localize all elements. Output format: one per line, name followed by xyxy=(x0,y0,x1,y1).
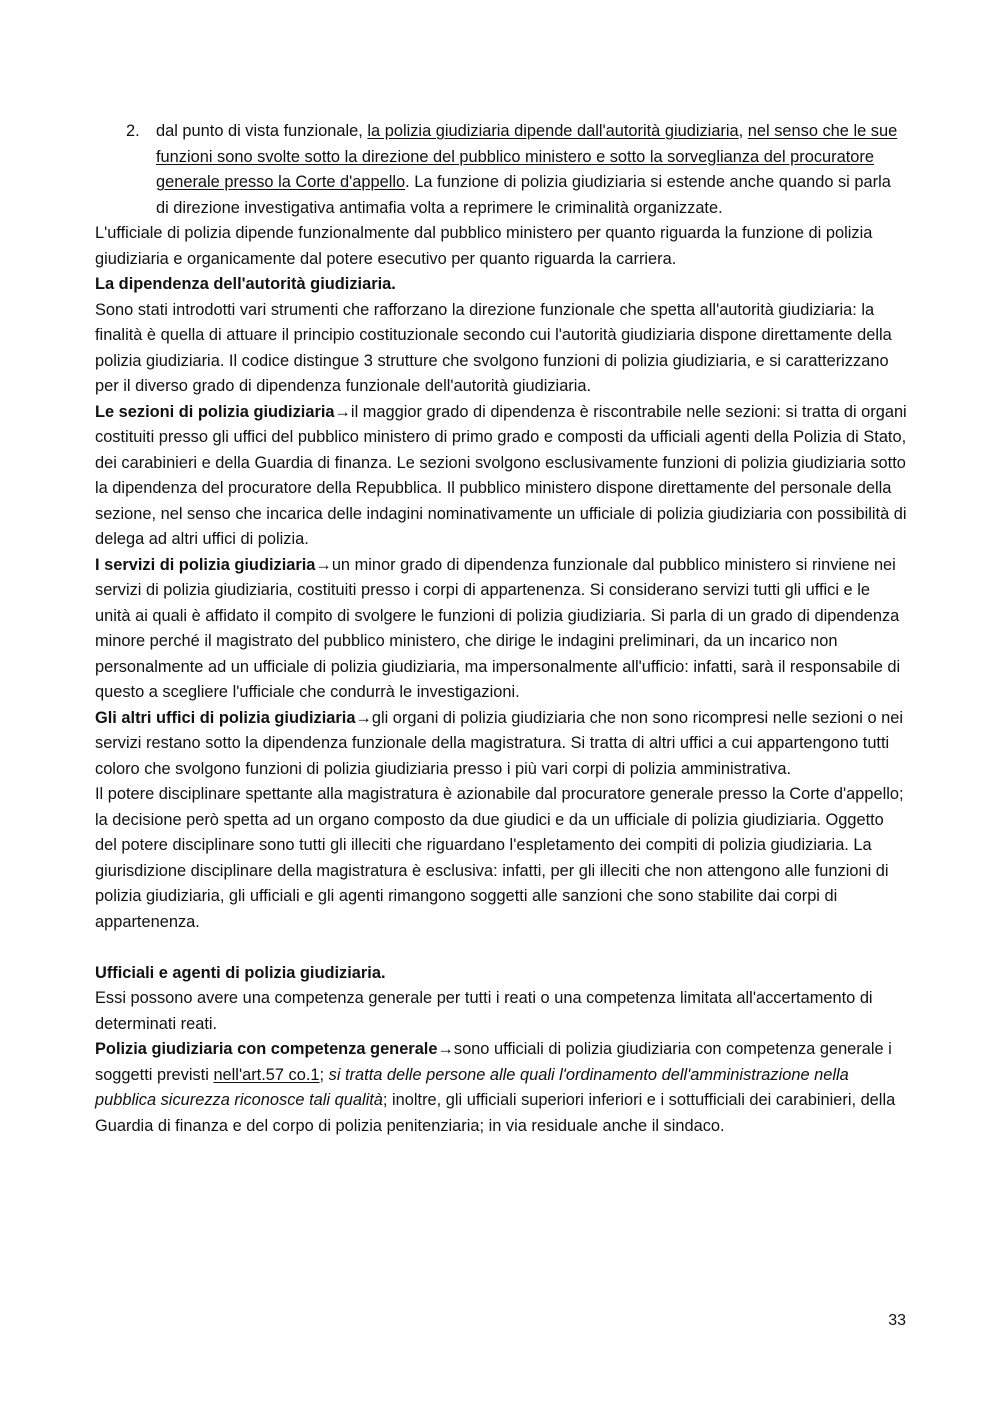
list-number: 2. xyxy=(126,122,140,140)
list-text-1: dal punto di vista funzionale, xyxy=(156,122,368,140)
altri-uffici-title: Gli altri uffici di polizia giudiziaria xyxy=(95,708,356,727)
paragraph-competenza: Essi possono avere una competenza generale per tutti i reati o una competenza limitata all'accertamento di determinati reati. xyxy=(95,989,873,1033)
article-reference: nell'art.57 co.1 xyxy=(213,1065,320,1084)
blank-line xyxy=(95,935,907,961)
paragraph-disciplinare: Il potere disciplinare spettante alla magistratura è azionabile dal procuratore generale presso la Corte d'appello; la decisione però spetta ad un organo composto da due giudici e da un ufficiale di polizia giudiziaria. Oggetto del potere disciplinare sono tutti gli illeciti che riguardano l'espletamento dei compiti di polizia giudiziaria. La giurisdizione disciplinare della magistratura è esclusiva: infatti, per gli illeciti che non attengono alle funzioni di polizia giudiziaria, gli ufficiali e gli agenti rimangono soggetti alle sanzioni che sono stabilite dai corpi di appartenenza. xyxy=(95,785,904,931)
arrow-right-icon: → xyxy=(355,708,372,727)
list-text-2: , xyxy=(738,122,748,140)
paragraph-strumenti: Sono stati introdotti vari strumenti che rafforzano la direzione funzionale che spetta all'autorità giudiziaria: la finalità è quella di attuare il principio costituzionale secondo cui l'autorità giudiziaria dispone direttamente della polizia giudiziaria. Il codice distingue 3 strutture che svolgono funzioni di polizia giudiziaria, e si caratterizzano per il diverso grado di dipendenza funzionale dell'autorità giudiziaria. xyxy=(95,300,892,395)
sezioni-title: Le sezioni di polizia giudiziaria xyxy=(95,402,335,421)
arrow-right-icon: → xyxy=(315,555,332,574)
competenza-text-2: ; xyxy=(319,1065,329,1084)
underlined-text-1: la polizia giudiziaria dipende dall'autorità giudiziaria xyxy=(367,122,739,140)
paragraph-sezioni xyxy=(95,400,907,553)
competenza-text-1: sono ufficiali di polizia giudiziaria con competenza generale i soggetti previsti xyxy=(95,1040,892,1084)
altri-uffici-text: gli organi di polizia giudiziaria che non sono ricompresi nelle sezioni o nei servizi restano sotto la dipendenza funzionale della magistratura. Si tratta di altri uffici a cui appartengono tutti coloro che svolgono funzioni di polizia giudiziaria presso i più vari corpi di polizia amministrativa. xyxy=(95,708,904,778)
paragraph-servizi xyxy=(95,553,907,706)
heading-ufficiali: Ufficiali e agenti di polizia giudiziaria. xyxy=(95,963,386,982)
arrow-right-icon: → xyxy=(437,1040,454,1058)
competenza-text-3: ; inoltre, gli ufficiali superiori inferiori e i sottufficiali dei carabinieri, della Guardia di finanza e del corpo di polizia penitenziaria; in via residuale anche il sindaco. xyxy=(95,1091,896,1135)
servizi-text: un minor grado di dipendenza funzionale dal pubblico ministero si rinviene nei servizi di polizia giudiziaria, costituiti presso i corpi di appartenenza. Si considerano servizi tutti gli uffici e le unità ai quali è affidato il compito di svolgere le funzioni di polizia giudiziaria. Si parla di un grado di dipendenza minore perché il magistrato del pubblico ministero, che dirige le indagini preliminari, da un incarico non personalmente ad un ufficiale di polizia giudiziaria, ma impersonalmente all'ufficio: infatti, sarà il responsabile di questo a scegliere l'ufficiale che condurrà le investigazioni. xyxy=(95,555,901,701)
list-item-text xyxy=(156,119,907,221)
italic-text: si tratta delle persone alle quali l'ordinamento dell'amministrazione nella pubblica sicurezza riconosce tali qualità xyxy=(95,1065,849,1109)
arrow-right-icon: → xyxy=(334,402,351,421)
competenza-generale-title: Polizia giudiziaria con competenza generale xyxy=(95,1040,438,1058)
servizi-title: I servizi di polizia giudiziaria xyxy=(95,555,316,574)
sezioni-text: il maggior grado di dipendenza è riscontrabile nelle sezioni: si tratta di organi costituiti presso gli uffici del pubblico ministero di primo grado e composti da ufficiali agenti della Polizia di Stato, dei carabinieri e della Guardia di finanza. Le sezioni svolgono esclusivamente funzioni di polizia giudiziaria sotto la dipendenza del procuratore della Repubblica. Il pubblico ministero dispone direttamente del personale della sezione, nel senso che incarica delle indagini nominativamente un ufficiale di polizia giudiziaria con possibilità di delega ad altri uffici di polizia. xyxy=(95,402,907,548)
paragraph-ufficiale: L'ufficiale di polizia dipende funzionalmente dal pubblico ministero per quanto riguarda la funzione di polizia giudiziaria e organicamente dal potere esecutivo per quanto riguarda la carriera. xyxy=(95,224,873,268)
underlined-text-2: nel senso che le sue funzioni sono svolte sotto la direzione del pubblico ministero e sotto la sorveglianza del procuratore generale presso la Corte d'appello xyxy=(156,122,898,191)
numbered-list-item xyxy=(95,119,907,221)
list-text-3: . La funzione di polizia giudiziaria si estende anche quando si parla di direzione investigativa antimafia volta a reprimere le criminalità organizzate. xyxy=(156,173,891,217)
paragraph-competenza-generale xyxy=(95,1037,907,1139)
page-number: 33 xyxy=(888,1312,906,1329)
heading-dipendenza: La dipendenza dell'autorità giudiziaria. xyxy=(95,275,396,293)
page-content xyxy=(95,119,907,1139)
paragraph-altri-uffici xyxy=(95,706,907,783)
